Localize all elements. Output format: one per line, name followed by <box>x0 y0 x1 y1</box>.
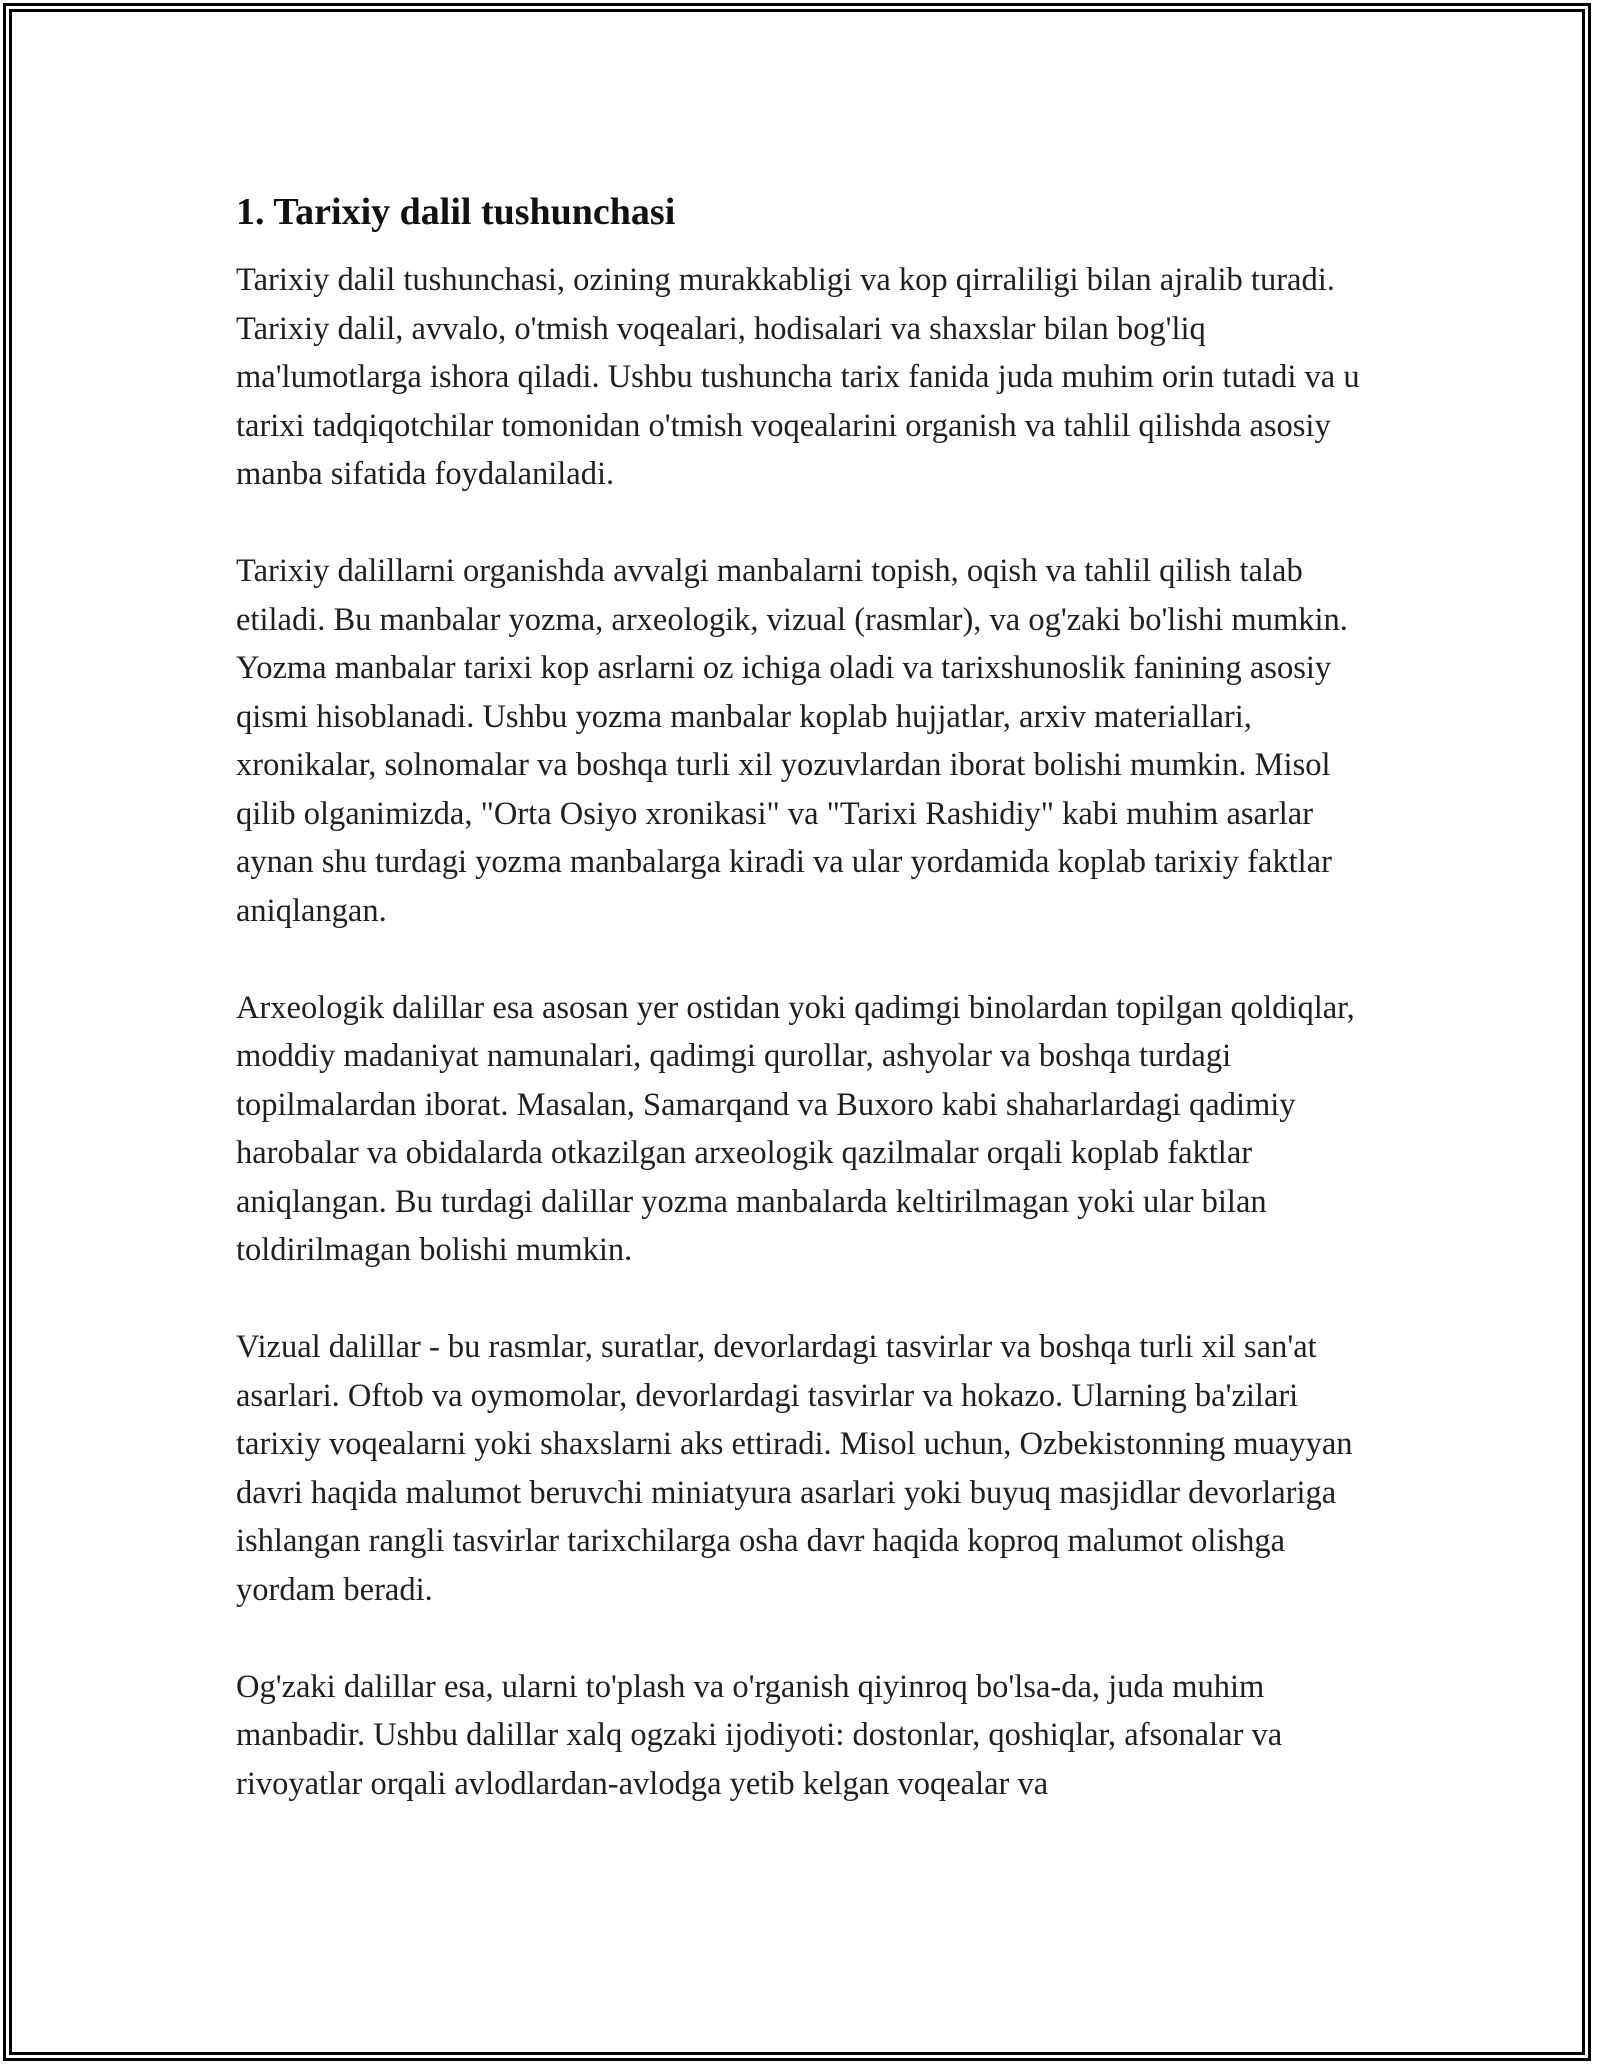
paragraph-archaeological-evidence: Arxeologik dalillar esa asosan yer ostidan yoki qadimgi binolardan topilgan qoldiqlar, moddiy madaniyat namunalari, qadimgi qurollar, ashyolar va boshqa turdagi topilmalardan iborat. Masalan, Samarqand va Buxoro kabi shaharlardagi qadimiy harobalar va obidalarda otkazilgan arxeologik qazilmalar orqali koplab faktlar aniqlangan. Bu turdagi dalillar yozma manbalarda keltirilmagan yoki ular bilan toldirilmagan bolishi mumkin. <box>236 989 1355 1268</box>
paragraph-definition: Tarixiy dalil tushunchasi, ozining murakkabligi va kop qirraliligi bilan ajralib turadi. Tarixiy dalil, avvalo, o'tmish voqealari, hodisalari va shaxslar bilan bog'liq ma'lumotlarga ishora qiladi. Ushbu tushuncha tarix fanida juda muhim orin tutadi va u tarixi tadqiqotchilar tomonidan o'tmish voqealarini organish va tahlil qilishda asosiy manba sifatida foydalaniladi. <box>236 262 1360 492</box>
document-body <box>236 188 1371 1857</box>
paragraph-written-sources: Tarixiy dalillarni organishda avvalgi manbalarni topish, oqish va tahlil qilish talab etiladi. Bu manbalar yozma, arxeologik, vizual (rasmlar), va og'zaki bo'lishi mumkin. Yozma manbalar tarixi kop asrlarni oz ichiga oladi va tarixshunoslik fanining asosiy qismi hisoblanadi. Ushbu yozma manbalar koplab hujjatlar, arxiv materiallari, xronikalar, solnomalar va boshqa turli xil yozuvlardan iborat bolishi mumkin. Misol qilib olganimizda, "Orta Osiyo xronikasi" va "Tarixi Rashidiy" kabi muhim asarlar aynan shu turdagi yozma manbalarga kiradi va ular yordamida koplab tarixiy faktlar aniqlangan. <box>236 553 1348 929</box>
section-heading: 1. Tarixiy dalil tushunchasi <box>236 191 676 233</box>
paragraph-visual-evidence: Vizual dalillar - bu rasmlar, suratlar, devorlardagi tasvirlar va boshqa turli xil san'at asarlari. Oftob va oymomolar, devorlardagi tasvirlar va hokazo. Ularning ba'zilari tarixiy voqealarni yoki shaxslarni aks ettiradi. Misol uchun, Ozbekistonning muayyan davri haqida malumot beruvchi miniatyura asarlari yoki buyuq masjidlar devorlariga ishlangan rangli tasvirlar tarixchilarga osha davr haqida koproq malumot olishga yordam beradi. <box>236 1329 1353 1608</box>
paragraph-oral-evidence: Og'zaki dalillar esa, ularni to'plash va o'rganish qiyinroq bo'lsa-da, juda muhim manbadir. Ushbu dalillar xalq ogzaki ijodiyoti: dostonlar, qoshiqlar, afsonalar va rivoyatlar orqali avlodlardan-avlodga yetib kelgan voqealar va <box>236 1668 1283 1802</box>
